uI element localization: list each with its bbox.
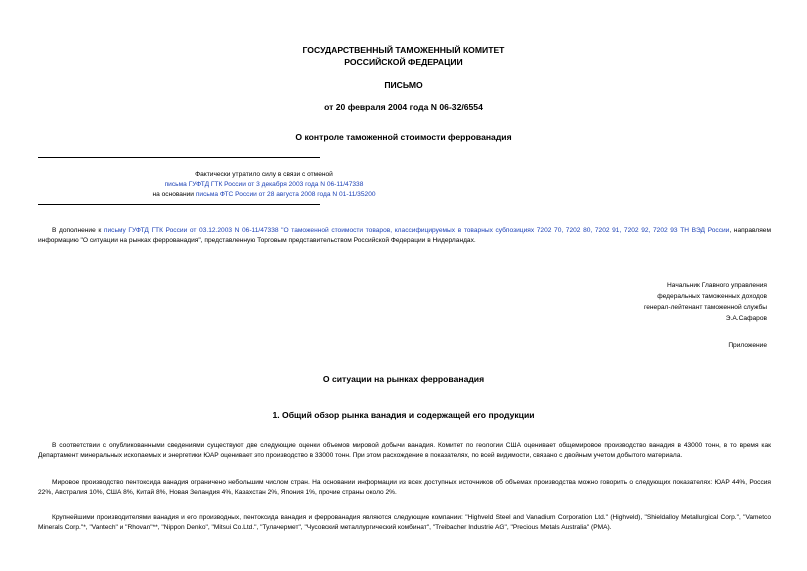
body-paragraph-3: Крупнейшими производителями ванадия и его производных, пентоксида ванадия и феррованадия являются следующие компании: "Highveld Steel and Vanadium Corporation Ltd." (Highveld), "Shieldalloy Metallurgical Corp.", "Vametco Minerals Corp."*, "Vantech" и "Rhovan"**, "Nippon Denko", "Mitsui Co.Ltd.", "Тулачермет", "Чусовский металлургический комбинат", "Treibacher Industrie AG", "Precious Metals Australia" (PMA). <box>38 514 771 531</box>
signature-line-3: генерал-лейтенант таможенной службы <box>643 304 767 311</box>
status-note-line-1: Фактически утратило силу в связи с отменой <box>195 171 333 178</box>
body-paragraph-1: В соответствии с опубликованными сведениями существуют две следующие оценки объемов мировой добычи ванадия. Комитет по геологии США оценивает общемировое производство ванадия в 43000 тонн, в то время как Департамент минеральных ископаемых и энергетики ЮАР оценивает это производство в 33000 тонн. При этом расхождение в показателях, по всей видимости, связано с двойным учетом добытого материала. <box>38 442 771 459</box>
intro-paragraph <box>38 226 771 246</box>
signature-name: Э.А.Сафаров <box>725 315 767 322</box>
document-type: ПИСЬМО <box>384 80 423 90</box>
fts-letter-link[interactable]: письма ФТС России от 28 августа 2008 года N 01-11/35200 <box>195 191 376 198</box>
signature-line-1: Начальник Главного управления <box>667 282 767 289</box>
appendix-title: О ситуации на рынках феррованадия <box>322 374 485 384</box>
status-note-line-2 <box>38 180 490 190</box>
document-date-number: от 20 февраля 2004 года N 06-32/6554 <box>324 102 483 112</box>
repealed-letter-link[interactable]: письма ГУФТД ГТК России от 3 декабря 2003 года N 06-11/47338 <box>164 181 364 188</box>
body-paragraph-2: Мировое производство пентоксида ванадия ограничено небольшим числом стран. На основании информации из всех доступных источников об объемах производства можно говорить о следующих показателях: ЮАР 44%, Россия 22%, Австралия 10%, США 8%, Китай 8%, Новая Зеландия 4%, Казахстан 2%, Япония 1%, прочие страны около 2%. <box>38 479 771 496</box>
intro-suffix: , направляем информацию "О ситуации на рынках феррованадия", представленную Торговым представительством Российской Федерации в Нидерландах. <box>38 227 771 244</box>
issuer-line-2: РОССИЙСКОЙ ФЕДЕРАЦИИ <box>344 57 463 67</box>
document-subject: О контроле таможенной стоимости феррованадия <box>295 132 512 142</box>
appendix-label: Приложение <box>728 342 767 349</box>
divider-top <box>38 157 320 158</box>
status-note-prefix: на основании <box>152 191 196 198</box>
status-note-line-3 <box>38 190 490 200</box>
signature-line-2: федеральных таможенных доходов <box>657 293 767 300</box>
divider-bottom <box>38 204 320 205</box>
intro-prefix: В дополнение к <box>52 227 104 234</box>
referenced-letter-link[interactable]: письму ГУФТД ГТК России от 03.12.2003 N 06-11/47338 "О таможенной стоимости товаров, классифицируемых в товарных субпозициях 7202 70, 7202 80, 7202 91, 7202 92, 7202 93 ТН ВЭД России <box>103 227 730 234</box>
section-1-heading: 1. Общий обзор рынка ванадия и содержащей его продукции <box>272 410 535 420</box>
issuer-line-1: ГОСУДАРСТВЕННЫЙ ТАМОЖЕННЫЙ КОМИТЕТ <box>302 45 505 55</box>
